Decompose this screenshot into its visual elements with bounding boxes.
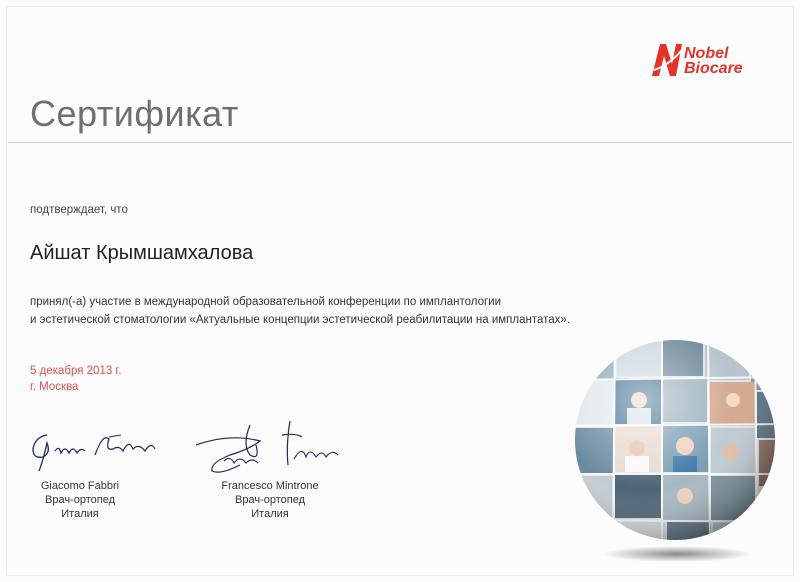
signature-block-2 <box>190 415 380 520</box>
signatory-1-country: Италия <box>61 508 99 520</box>
signatory-2 <box>200 479 340 521</box>
signatory-2-country: Италия <box>251 508 289 520</box>
signature-2-image <box>190 415 350 485</box>
signatory-2-role: Врач-ортопед <box>234 494 305 506</box>
logo-line2: Biocare <box>684 60 743 77</box>
confirms-text: подтверждает, что <box>30 204 128 216</box>
signature-block-1 <box>25 415 215 520</box>
body-line-1: принял(-а) участие в международной образовательной конференции по имплантологии <box>30 296 502 308</box>
recipient-name: Айшат Крымшамхалова <box>30 242 254 264</box>
nobel-biocare-logo-icon <box>650 40 684 80</box>
body-line-2: и эстетической стоматологии «Актуальные концепции эстетической реабилитации на имплантатах». <box>30 314 571 326</box>
title-divider <box>8 142 792 143</box>
date-text: 5 декабря 2013 г. <box>30 365 122 377</box>
page-title: Сертификат <box>30 93 239 134</box>
signatory-1-name: Giacomo Fabbri <box>40 480 120 492</box>
photo-globe <box>565 330 785 570</box>
photo-globe-image <box>565 330 785 570</box>
place-text: г. Москва <box>30 381 79 393</box>
nobel-biocare-logo <box>650 40 770 86</box>
logo-wordmark <box>684 46 743 76</box>
signatory-2-name: Francesco Mintrone <box>221 480 319 492</box>
signatory-1 <box>15 479 145 521</box>
certificate-body <box>30 293 650 329</box>
signatory-1-role: Врач-ортопед <box>44 494 115 506</box>
date-place <box>30 363 121 395</box>
signature-1-image <box>25 415 215 475</box>
logo-line1: Nobel <box>684 45 729 62</box>
